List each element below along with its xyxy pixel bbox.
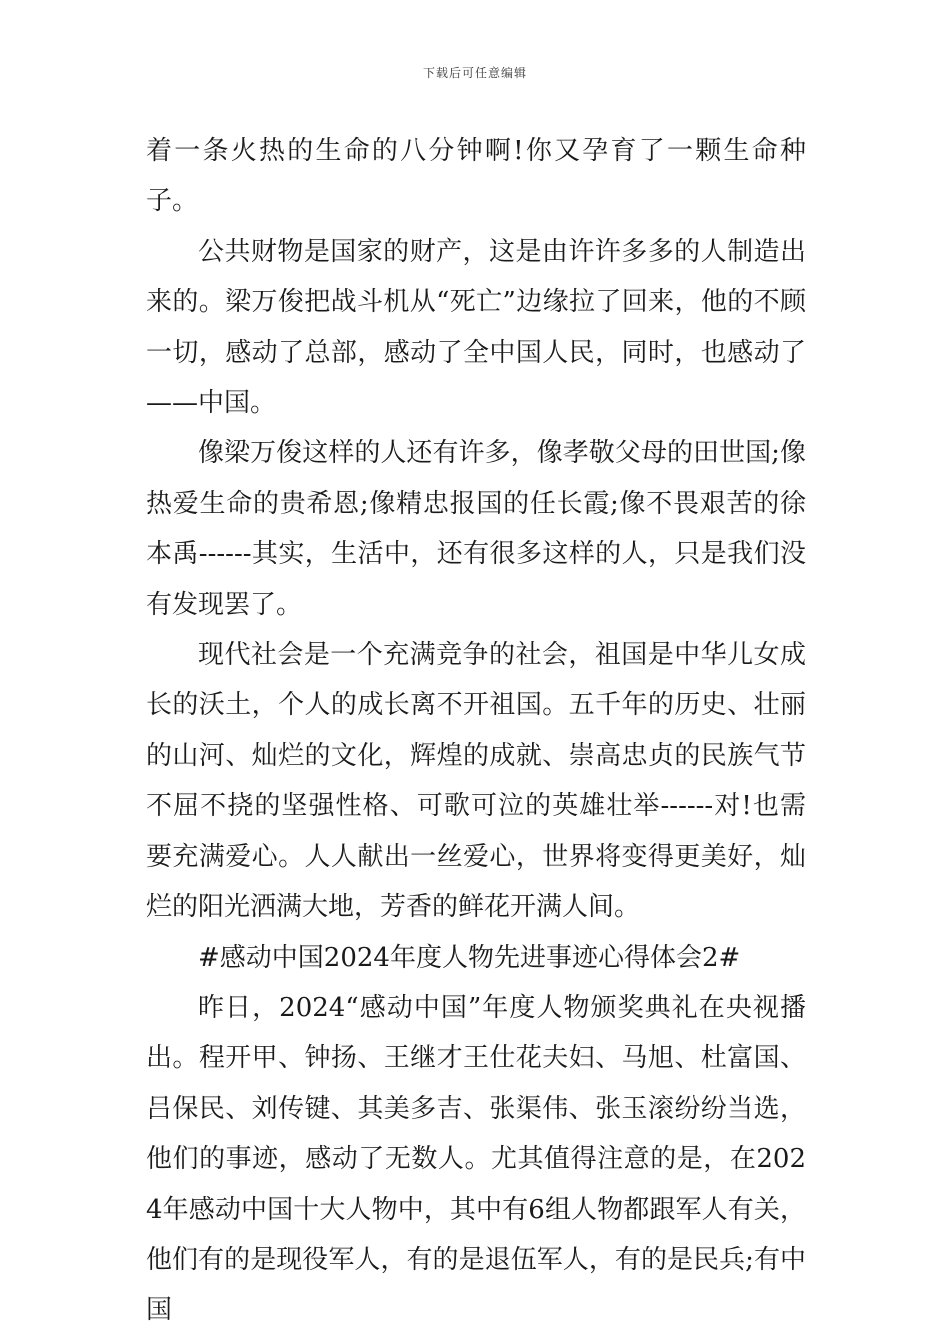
paragraph-5: 昨日，2024“感动中国”年度人物颁奖典礼在央视播出。程开甲、钟扬、王继才王仕花夫妇、马旭、杜富国、吕保民、刘传键、其美多吉、张渠伟、张玉滚纷纷当选，他们的事迹，感动了无数人。尤其值得注意的是，在2024年感动中国十大人物中，其中有6组人物都跟军人有关，他们有的是现役军人，有的是退伍军人，有的是民兵;有中国 (146, 992, 806, 1326)
paragraph-3: 像梁万俊这样的人还有许多，像孝敬父母的田世国;像热爱生命的贵希恩;像精忠报国的任长霞;像不畏艰苦的徐本禹------其实，生活中，还有很多这样的人，只是我们没有发现罢了。 (146, 438, 806, 620)
section-heading: #感动中国2024年度人物先进事迹心得体会2# (198, 942, 741, 973)
document-body (146, 126, 806, 1336)
paragraph-4: 现代社会是一个充满竞争的社会，祖国是中华儿女成长的沃土，个人的成长离不开祖国。五千年的历史、壮丽的山河、灿烂的文化，辉煌的成就、崇高忠贞的民族气节不屈不挠的坚强性格、可歌可泣的英雄壮举------对!也需要充满爱心。人人献出一丝爱心，世界将变得更美好，灿烂的阳光洒满大地，芳香的鲜花开满人间。 (146, 640, 806, 923)
paragraph-1: 着一条火热的生命的八分钟啊!你又孕育了一颗生命种子。 (146, 136, 806, 217)
page-header: 下载后可任意编辑 (422, 66, 527, 80)
paragraph-2: 公共财物是国家的财产，这是由许许多多的人制造出来的。梁万俊把战斗机从“死亡”边缘拉了回来，他的不顾一切，感动了总部，感动了全中国人民，同时，也感动了——中国。 (146, 236, 806, 419)
